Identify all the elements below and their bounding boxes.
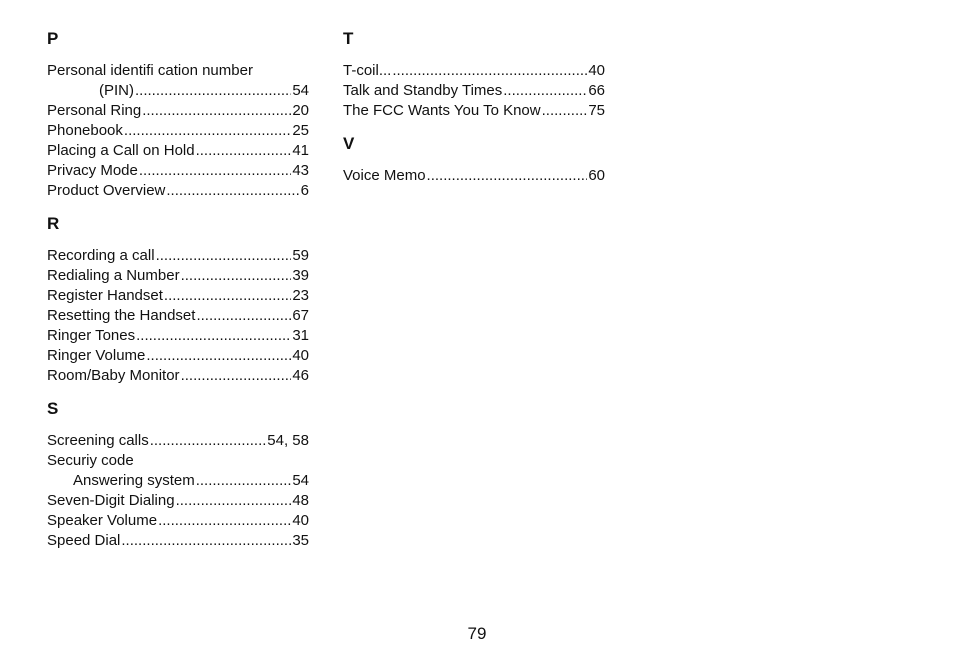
entry-term: Placing a Call on Hold (47, 142, 195, 159)
entry-term: Personal Ring (47, 102, 142, 119)
entry-term: Voice Memo (343, 167, 426, 184)
index-entry (47, 346, 309, 366)
index-entry (47, 101, 309, 121)
dot-leader (196, 141, 292, 161)
index-entry (47, 431, 309, 451)
entry-page: 54 (292, 472, 309, 489)
section-spacer (343, 121, 605, 134)
index-entry (47, 246, 309, 266)
section-spacer (47, 386, 309, 399)
dot-leader (181, 266, 292, 286)
index-entry (47, 451, 309, 471)
entry-page: 59 (292, 247, 309, 264)
entry-term: Recording a call (47, 247, 155, 264)
dot-leader (196, 306, 291, 326)
entry-page: 40 (292, 512, 309, 529)
entry-term: Securiy code (47, 452, 134, 469)
dot-leader (392, 61, 587, 81)
entry-term: Personal identifi cation number (47, 62, 253, 79)
index-entry (47, 326, 309, 346)
index-entry (47, 81, 309, 101)
entry-term: Room/Baby Monitor (47, 367, 180, 384)
entry-term: (PIN) (99, 82, 134, 99)
entry-term: Register Handset (47, 287, 163, 304)
index-entry (47, 266, 309, 286)
entry-page: 40 (292, 347, 309, 364)
entry-term: Ringer Tones (47, 327, 136, 344)
dot-leader (158, 511, 291, 531)
entry-page: 31 (292, 327, 309, 344)
dot-leader (121, 531, 291, 551)
section-letter: V (343, 134, 355, 153)
entry-page: 25 (292, 122, 309, 139)
dot-leader (135, 81, 291, 101)
dot-leader (427, 166, 588, 186)
index-section-p (47, 29, 309, 201)
dot-leader (176, 491, 292, 511)
dot-leader (542, 101, 588, 121)
section-spacer (47, 201, 309, 214)
index-entry (47, 141, 309, 161)
entry-term: Answering system (73, 472, 195, 489)
dot-leader (181, 366, 292, 386)
entry-page: 48 (292, 492, 309, 509)
dot-leader (136, 326, 291, 346)
dot-leader (142, 101, 291, 121)
index-entry (343, 101, 605, 121)
index-entry (47, 531, 309, 551)
entry-page: 35 (292, 532, 309, 549)
entry-term: Speed Dial (47, 532, 121, 549)
entry-term: Ringer Volume (47, 347, 146, 364)
dot-leader (146, 346, 291, 366)
index-entry (47, 491, 309, 511)
entry-page: 75 (588, 102, 605, 119)
section-letter: S (47, 399, 59, 418)
index-column-left (47, 29, 309, 551)
dot-leader (124, 121, 291, 141)
entry-term: Product Overview (47, 182, 166, 199)
index-entry (47, 161, 309, 181)
entry-page: 20 (292, 102, 309, 119)
entry-term: Talk and Standby Times (343, 82, 503, 99)
entry-term: Resetting the Handset (47, 307, 196, 324)
entry-term: The FCC Wants You To Know (343, 102, 541, 119)
index-entry (47, 181, 309, 201)
index-entry (343, 61, 605, 81)
dot-leader (503, 81, 587, 101)
index-entry (343, 166, 605, 186)
index-section-v (343, 134, 605, 186)
entry-term: Phonebook (47, 122, 123, 139)
index-section-s (47, 399, 309, 551)
index-entry (47, 61, 309, 81)
section-letter: R (47, 214, 60, 233)
entry-page: 39 (292, 267, 309, 284)
entry-term: Redialing a Number (47, 267, 180, 284)
index-entry (47, 471, 309, 491)
entry-term: T-coil... (343, 62, 392, 79)
entry-page: 67 (292, 307, 309, 324)
index-entry (343, 81, 605, 101)
dot-leader (139, 161, 291, 181)
entry-page: 41 (292, 142, 309, 159)
section-letter: P (47, 29, 59, 48)
index-entry (47, 366, 309, 386)
index-entry (47, 286, 309, 306)
entry-page: 66 (588, 82, 605, 99)
entry-term: Privacy Mode (47, 162, 138, 179)
index-section-t (343, 29, 605, 121)
entry-page: 6 (300, 182, 309, 199)
entry-page: 40 (588, 62, 605, 79)
entry-page: 43 (292, 162, 309, 179)
entry-term: Screening calls (47, 432, 149, 449)
entry-page: 46 (292, 367, 309, 384)
index-section-r (47, 214, 309, 386)
dot-leader (164, 286, 291, 306)
section-letter: T (343, 29, 354, 48)
entry-page: 54, 58 (267, 432, 309, 449)
entry-page: 60 (588, 167, 605, 184)
dot-leader (156, 246, 292, 266)
index-column-right (343, 29, 605, 186)
entry-term: Seven-Digit Dialing (47, 492, 175, 509)
index-entry (47, 306, 309, 326)
dot-leader (150, 431, 267, 451)
page-number: 79 (467, 624, 487, 643)
index-entry (47, 511, 309, 531)
index-entry (47, 121, 309, 141)
dot-leader (196, 471, 292, 491)
dot-leader (166, 181, 299, 201)
entry-term: Speaker Volume (47, 512, 158, 529)
entry-page: 54 (292, 82, 309, 99)
entry-page: 23 (292, 287, 309, 304)
